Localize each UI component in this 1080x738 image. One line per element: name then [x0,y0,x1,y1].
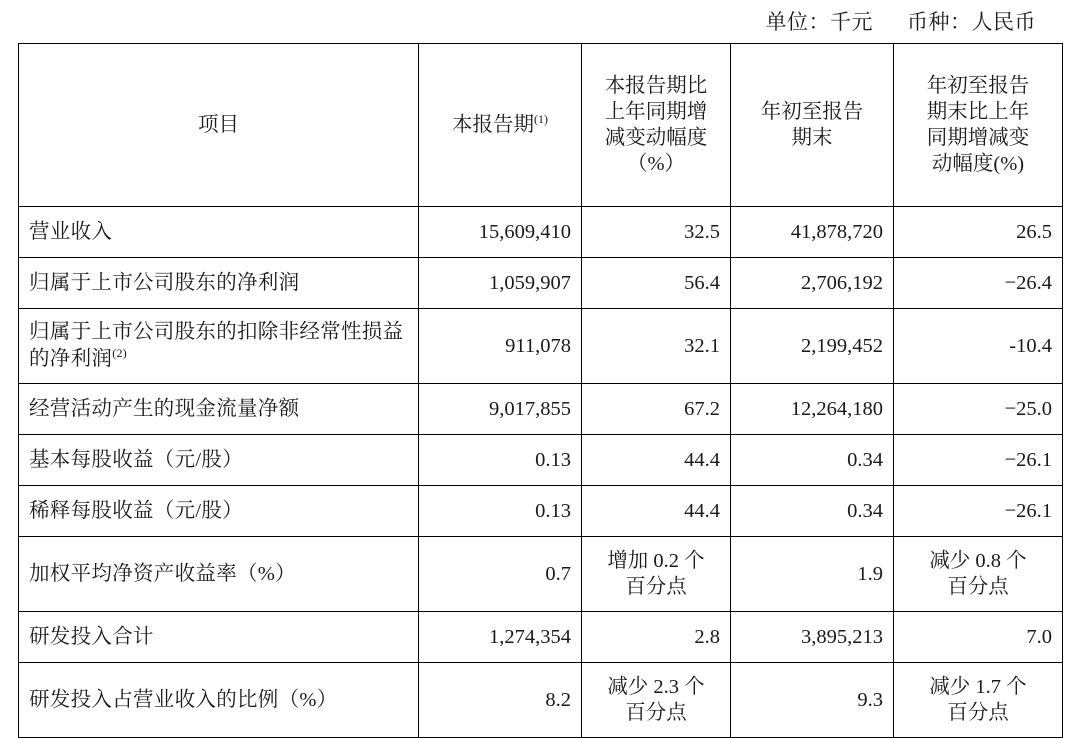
column-header-ytd-change-line3: 同期增减变 [926,127,1030,149]
table-header [19,44,1063,207]
row-label: 加权平均净资产收益率（%） [19,537,419,612]
table-row [19,309,1063,384]
row-current-value: 8.2 [419,663,582,738]
row-ytd-value: 0.34 [731,486,894,537]
column-header-period-change [582,44,731,207]
unit-currency-note [18,0,1062,43]
column-header-period-change-line2: 上年同期增 [604,100,708,123]
row-ytd-value: 0.34 [731,435,894,486]
row-label: 稀释每股收益（元/股） [19,486,419,537]
row-label: 归属于上市公司股东的净利润 [19,258,419,309]
table-row [19,207,1063,258]
row-ytd-change-value: −25.0 [894,384,1063,435]
row-ytd-value: 12,264,180 [731,384,894,435]
row-ytd-value: 9.3 [731,663,894,738]
row-ytd-change-value: −26.1 [894,486,1063,537]
row-change-line1: 增加 0.2 个 [607,549,705,572]
row-current-value: 1,274,354 [419,612,582,663]
column-header-current-period-label: 本报告期 [452,113,534,136]
row-ytd-change-value: -10.4 [894,309,1063,384]
footnote-marker-1: (1) [534,112,548,127]
row-ytd-value: 2,706,192 [731,258,894,309]
table-row [19,663,1063,738]
footnote-marker-2: (2) [112,346,128,361]
row-change-value: 67.2 [582,384,731,435]
row-ytd-value: 1.9 [731,537,894,612]
column-header-ytd-change [894,44,1063,207]
row-ytd-change-line2: 百分点 [947,576,1009,598]
row-current-value: 15,609,410 [419,207,582,258]
row-ytd-value: 2,199,452 [731,309,894,384]
row-label-text: 归属于上市公司股东的扣除非经常性损益的净利润 [29,320,404,370]
row-change-line2: 百分点 [625,702,687,724]
row-ytd-change-line1: 减少 1.7 个 [929,675,1027,698]
row-change-value: 32.5 [582,207,731,258]
row-change-line1: 减少 2.3 个 [607,675,705,698]
row-current-value: 0.7 [419,537,582,612]
row-label: 基本每股收益（元/股） [19,435,419,486]
row-current-value: 9,017,855 [419,384,582,435]
table-header-row [19,44,1063,207]
financial-summary-table [18,43,1063,738]
column-header-ytd-change-line1: 年初至报告 [926,74,1030,97]
row-ytd-change-value [894,537,1063,612]
row-ytd-value: 41,878,720 [731,207,894,258]
table-row [19,435,1063,486]
column-header-ytd-line2: 期末 [791,127,833,149]
row-change-value: 44.4 [582,435,731,486]
table-row [19,537,1063,612]
column-header-item [19,44,419,207]
table-row [19,612,1063,663]
row-change-value: 56.4 [582,258,731,309]
row-label [19,309,419,384]
row-change-value [582,663,731,738]
row-current-value: 0.13 [419,486,582,537]
column-header-period-change-line1: 本报告期比 [604,74,708,97]
row-current-value: 0.13 [419,435,582,486]
row-ytd-change-line1: 减少 0.8 个 [929,549,1027,572]
row-ytd-change-line2: 百分点 [947,702,1009,724]
row-change-value: 44.4 [582,486,731,537]
row-ytd-change-value: 26.5 [894,207,1063,258]
unit-label: 单位：千元 [765,10,873,34]
currency-label: 币种：人民币 [907,10,1036,34]
table-row [19,258,1063,309]
row-current-value: 911,078 [419,309,582,384]
column-header-current-period [419,44,582,207]
row-ytd-change-value [894,663,1063,738]
row-label: 营业收入 [19,207,419,258]
row-change-value: 32.1 [582,309,731,384]
row-label: 经营活动产生的现金流量净额 [19,384,419,435]
column-header-ytd [731,44,894,207]
row-change-value [582,537,731,612]
row-ytd-value: 3,895,213 [731,612,894,663]
row-ytd-change-value: −26.4 [894,258,1063,309]
column-header-ytd-change-line2: 期末比上年 [926,100,1030,123]
column-header-item-label: 项目 [198,113,239,136]
table-row [19,384,1063,435]
column-header-period-change-line3: 减变动幅度 [604,127,708,149]
row-ytd-change-value: −26.1 [894,435,1063,486]
row-label: 研发投入占营业收入的比例（%） [19,663,419,738]
column-header-ytd-change-line4: 动幅度(%) [931,153,1025,176]
column-header-period-change-line4: （%） [626,153,686,176]
row-ytd-change-value: 7.0 [894,612,1063,663]
row-label: 研发投入合计 [19,612,419,663]
column-header-ytd-line1: 年初至报告 [760,100,864,123]
row-current-value: 1,059,907 [419,258,582,309]
row-change-line2: 百分点 [625,576,687,598]
table-body [19,207,1063,738]
table-row [19,486,1063,537]
row-change-value: 2.8 [582,612,731,663]
